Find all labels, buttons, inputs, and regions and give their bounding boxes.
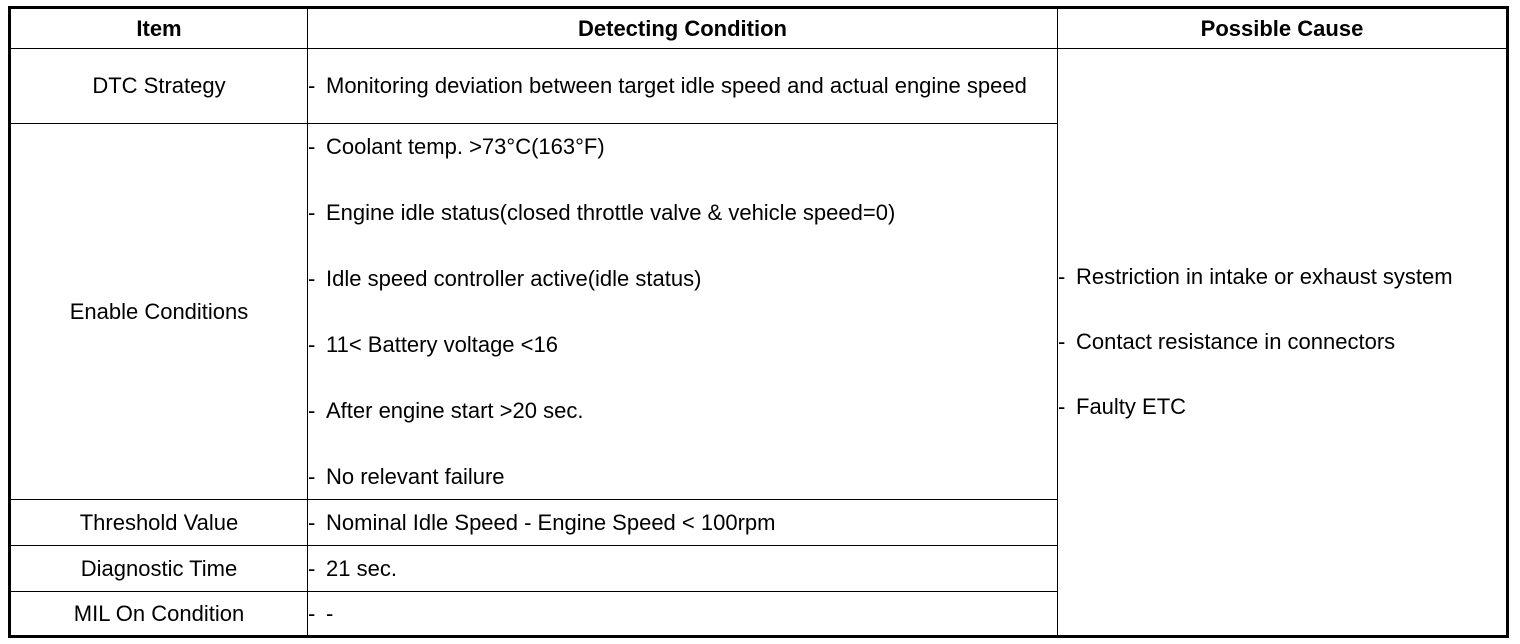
condition-cell <box>308 546 1058 592</box>
condition-cell <box>308 49 1058 124</box>
item-cell: Diagnostic Time <box>10 546 308 592</box>
condition-bullet: - Engine idle status(closed throttle valve & vehicle speed=0) <box>308 199 896 225</box>
condition-bullet: - 21 sec. <box>308 555 397 581</box>
item-cell: Enable Conditions <box>10 124 308 500</box>
condition-bullet: - After engine start >20 sec. <box>308 397 584 423</box>
item-cell: DTC Strategy <box>10 49 308 124</box>
condition-bullet: - Nominal Idle Speed - Engine Speed < 100rpm <box>308 509 776 535</box>
condition-bullet: - Coolant temp. >73°C(163°F) <box>308 133 605 159</box>
condition-cell <box>308 500 1058 546</box>
header-item: Item <box>10 8 308 49</box>
condition-bullet: - - <box>308 600 334 626</box>
header-row <box>10 8 1508 49</box>
header-detecting-condition: Detecting Condition <box>308 8 1058 49</box>
condition-bullet: - Monitoring deviation between target idle speed and actual engine speed <box>308 73 1027 98</box>
condition-cell <box>308 592 1058 637</box>
cause-bullet: - Contact resistance in connectors <box>1058 329 1396 354</box>
cause-bullet: - Restriction in intake or exhaust system <box>1058 264 1453 289</box>
item-cell: Threshold Value <box>10 500 308 546</box>
cause-bullet: - Faulty ETC <box>1058 394 1187 419</box>
condition-bullet: - No relevant failure <box>308 463 505 489</box>
table-row-dtc-strategy <box>10 49 1508 124</box>
header-possible-cause: Possible Cause <box>1058 8 1508 49</box>
condition-cell <box>308 124 1058 500</box>
possible-cause-cell <box>1058 49 1508 637</box>
dtc-spec-table <box>8 6 1509 638</box>
condition-bullet: - 11< Battery voltage <16 <box>308 331 558 357</box>
item-cell: MIL On Condition <box>10 592 308 637</box>
condition-bullet: - Idle speed controller active(idle status) <box>308 265 702 291</box>
